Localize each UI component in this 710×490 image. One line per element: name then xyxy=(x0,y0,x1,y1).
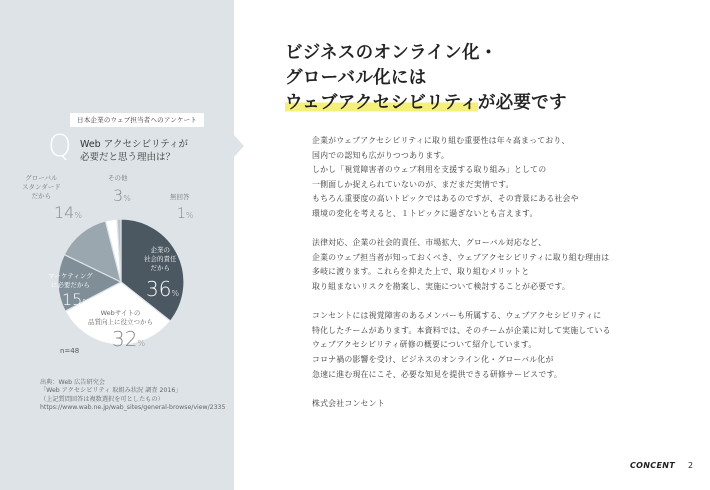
slice-label-marketing: マーケティング に必要だから xyxy=(48,272,93,289)
body-line: 企業がウェブアクセシビリティに取り組む重要性は年々高まっており、 xyxy=(312,136,570,145)
slice-label-no-answer: 無回答 xyxy=(170,193,190,201)
title-rest: が必要です xyxy=(477,93,567,113)
question-line: 必要だと思う理由は？ xyxy=(80,152,176,163)
body-line: 企業のウェブ担当者が知っておくべき、ウェブアクセシビリティに取り組む理由は xyxy=(312,252,610,262)
body-line: ウェブアクセシビリティ研修の概要について紹介しています。 xyxy=(312,340,537,350)
slice-value-other: 3% xyxy=(113,186,131,205)
slice-value-social-responsibility: 36% xyxy=(146,277,180,301)
body-line: 法律対応、企業の社会的責任、市場拡大、グローバル対応など、 xyxy=(312,238,547,248)
source-line: （上記質問回答は複数選択を可としたもの） xyxy=(40,395,164,403)
slice-label-other: その他 xyxy=(108,174,128,182)
body-line: 急速に進む現在にこそ、必要な知見を提供できる研修サービスです。 xyxy=(312,369,563,379)
panel-notch xyxy=(234,135,244,157)
slice-label-global-standard: グローバル スタンダード だから xyxy=(22,174,61,200)
body-line: もちろん重要度の高いトピックではあるのですが、その背景にある社会や xyxy=(312,194,579,204)
slice-value-global-standard: 14% xyxy=(54,203,82,222)
slice-value-marketing: 15% xyxy=(62,290,90,309)
body-line: コンセントには視覚障害のあるメンバーも所属する、ウェブアクセシビリティに xyxy=(312,311,602,321)
question-line: Web アクセシビリティが xyxy=(80,139,188,150)
company-name xyxy=(312,397,642,412)
body-line: 取り組まないリスクを勘案し、実施について検討することが必要です。 xyxy=(312,281,570,291)
source-line: 出典：Web 広告研究会 xyxy=(40,379,105,386)
page-title xyxy=(285,41,567,116)
source-note xyxy=(40,379,225,412)
survey-question xyxy=(80,138,188,164)
body-line: 特化したチームがあります。本資料では、そのチームが企業に対して実施している xyxy=(312,325,611,335)
sample-size: n=48 xyxy=(60,347,80,355)
body-paragraph xyxy=(312,134,642,222)
survey-tag: 日本企業のウェブ担当者へのアンケート xyxy=(70,113,204,127)
slice-value-no-answer: 1% xyxy=(177,206,194,222)
question-mark-letter: Q xyxy=(48,129,72,164)
slice-value-quality-improvement: 32% xyxy=(112,327,146,351)
body-paragraph xyxy=(312,236,642,294)
body-line: 国内での認知も広がりつつあります。 xyxy=(312,150,449,160)
title-line xyxy=(285,91,567,116)
source-line: 「Web アクセシビリティ 取組み状況 調査 2016」 xyxy=(40,387,182,395)
body-line: コロナ禍の影響を受け、ビジネスのオンライン化・グローバル化が xyxy=(312,354,554,364)
title-highlight: ウェブアクセシビリティ xyxy=(285,93,478,113)
slice-label-quality-improvement: Webサイトの 品質向上に役立つから xyxy=(88,309,153,326)
title-line: グローバル化には xyxy=(285,68,427,88)
source-url: https://www.wab.ne.jp/wab_sites/general-browse/view/2335 xyxy=(40,403,226,411)
title-line: ビジネスのオンライン化・ xyxy=(285,43,498,63)
body-line: しかし「視覚障害者のウェブ利用を支援する取り組み」としての xyxy=(312,165,547,175)
body-line: 株式会社コンセント xyxy=(312,398,385,408)
body-text xyxy=(312,134,642,411)
body-line: 一側面しか捉えられていないのが、まだまだ実情です。 xyxy=(312,179,514,189)
slice-label-social-responsibility: 企業の 社会的責任 だから xyxy=(144,246,177,272)
brand-logo: CONCENT xyxy=(630,461,675,470)
page-number: 2 xyxy=(688,461,694,470)
body-line: 多岐に渡ります。これらを抑えた上で、取り組むメリットと xyxy=(312,267,530,277)
body-line: 環境の変化を考えると、１トピックに過ぎないとも言えます。 xyxy=(312,208,538,218)
body-paragraph xyxy=(312,309,642,382)
